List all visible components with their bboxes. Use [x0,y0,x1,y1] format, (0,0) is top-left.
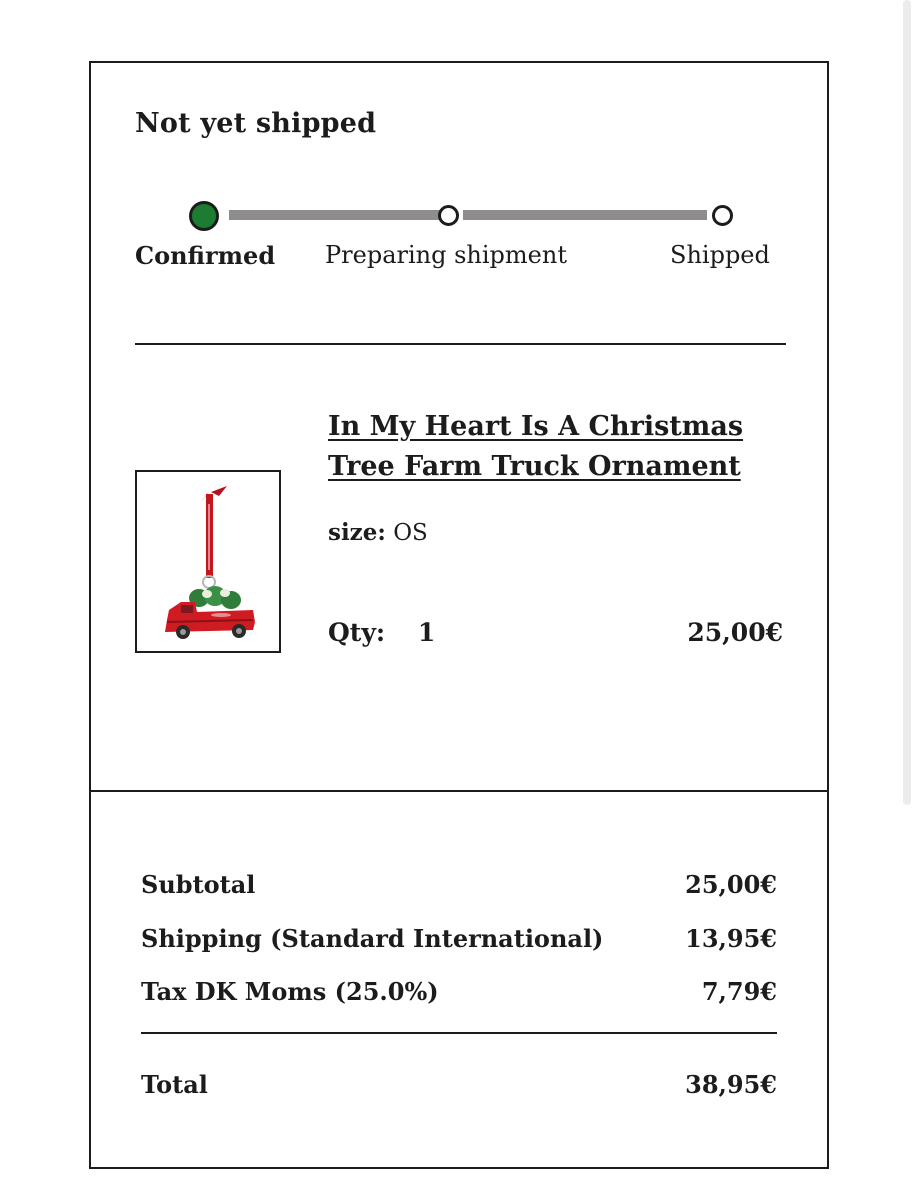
total-divider [141,1032,777,1034]
product-thumbnail[interactable] [135,470,281,653]
step-confirmed-dot [189,201,219,231]
step-confirmed-label: Confirmed [135,241,276,270]
shipping-label: Shipping (Standard International) [141,924,604,953]
size-label: size: [328,519,386,546]
shipping-row [141,924,777,958]
item-price: 25,00€ [687,618,783,647]
subtotal-value: 25,00€ [685,870,777,899]
size-value: OS [393,520,428,546]
step-shipped-label: Shipped [670,241,770,269]
total-label: Total [141,1070,208,1099]
tax-value: 7,79€ [701,977,777,1006]
step-preparing-dot [438,205,459,226]
subtotal-label: Subtotal [141,870,256,899]
total-row [141,1070,777,1104]
product-size [328,519,428,546]
section-divider [135,343,786,345]
tax-label: Tax DK Moms (25.0%) [141,977,439,1006]
shipping-value: 13,95€ [685,924,777,953]
shipment-progress-tracker [135,201,795,281]
progress-track-segment-2 [463,210,707,220]
step-preparing-label: Preparing shipment [325,241,567,269]
order-card [89,61,829,1169]
qty-value: 1 [417,618,436,647]
tax-row [141,977,777,1011]
subtotal-row [141,870,777,904]
step-shipped-dot [712,205,733,226]
total-value: 38,95€ [685,1070,777,1099]
product-quantity [328,618,435,647]
shipment-status-title: Not yet shipped [135,108,377,139]
product-title-link[interactable]: In My Heart Is A Christmas Tree Farm Truck Ornament [328,411,744,482]
red-truck-ornament-image [137,472,279,651]
progress-track-segment-1 [229,210,443,220]
page-scrollbar[interactable] [903,0,911,805]
qty-label: Qty: [328,618,386,647]
summary-divider [91,790,827,792]
